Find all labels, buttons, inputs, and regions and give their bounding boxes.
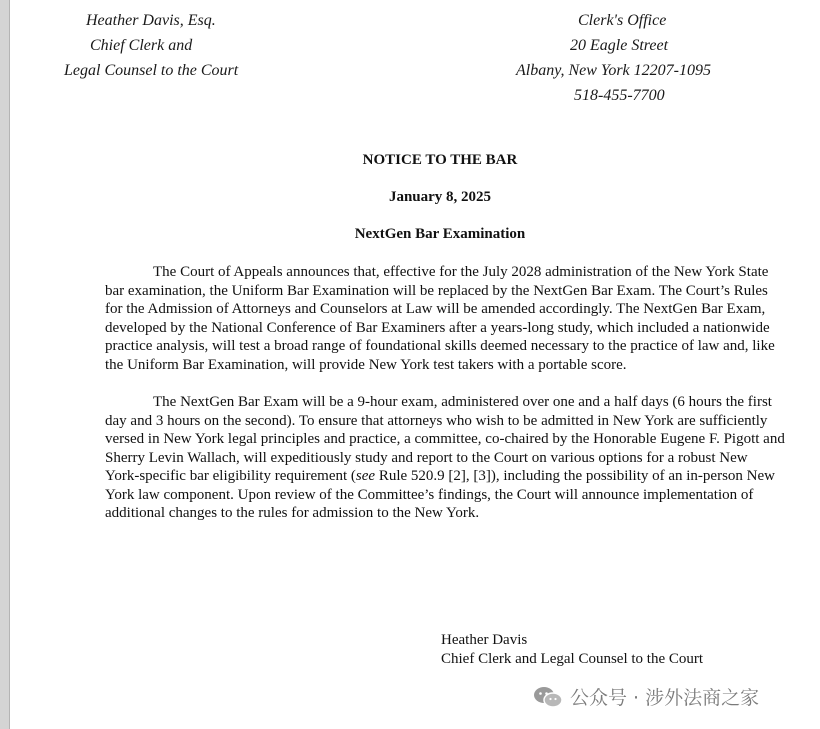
viewer-left-edge [0, 0, 10, 729]
signature-name: Heather Davis [441, 632, 528, 648]
paragraph-2-text-b: Rule 520.9 [2], [3]), including the possibility of an in-person New York law component. Upon review of the Committee’s findings, the Court will announce implementation of additional changes to the rules for admission to the New York. [105, 468, 775, 521]
letterhead-street: 20 Eagle Street [570, 37, 669, 54]
watermark-text: 公众号 · 涉外法商之家 [570, 687, 760, 709]
paragraph-2-see: see [355, 468, 376, 484]
letterhead-left [64, 8, 238, 83]
notice-subject: NextGen Bar Examination [354, 226, 526, 242]
watermark [532, 683, 759, 710]
paragraph-2-text-a: The NextGen Bar Exam will be a 9-hour exam, administered over one and a half days (6 hours the first day and 3 hours on the second). To ensure that attorneys who wish to be admitted in New York are sufficiently versed in New York legal principles and practice, a committee, co-chaired by the Honorable Eugene F. Pigott and Sherry Levin Wallach, will expeditiously study and report to the Court on various options for a robust New York-specific bar eligibility requirement ( [105, 394, 785, 484]
letterhead-name: Heather Davis, Esq. [86, 12, 216, 29]
letterhead-right [516, 8, 711, 108]
signature-block [441, 631, 703, 668]
notice-date: January 8, 2025 [388, 189, 492, 205]
letterhead-role: Chief Clerk and [90, 37, 193, 54]
paragraph-2 [105, 393, 785, 523]
letterhead-role-cont: Legal Counsel to the Court [64, 62, 239, 79]
notice-body [105, 263, 785, 523]
paragraph-1: The Court of Appeals announces that, effective for the July 2028 administration of the New York State bar examination, the Uniform Bar Examination will be replaced by the NextGen Bar Exam. The Court’s Rules for the Admission of Attorneys and Counselors at Law will be amended accordingly. The NextGen Bar Exam, developed by the National Conference of Bar Examiners after a years-long study, which included a nationwide practice analysis, will test a broad range of foundational skills deemed necessary to the practice of law and, like the Uniform Bar Examination, will provide New York test takers with a portable score. [105, 264, 775, 373]
letterhead-phone: 518-455-7700 [574, 87, 665, 104]
letterhead-office: Clerk's Office [578, 12, 667, 29]
signature-title: Chief Clerk and Legal Counsel to the Court [441, 650, 704, 667]
letterhead-city: Albany, New York 12207-1095 [516, 62, 711, 79]
notice-heading: NOTICE TO THE BAR [362, 152, 518, 168]
wechat-icon [532, 685, 564, 709]
